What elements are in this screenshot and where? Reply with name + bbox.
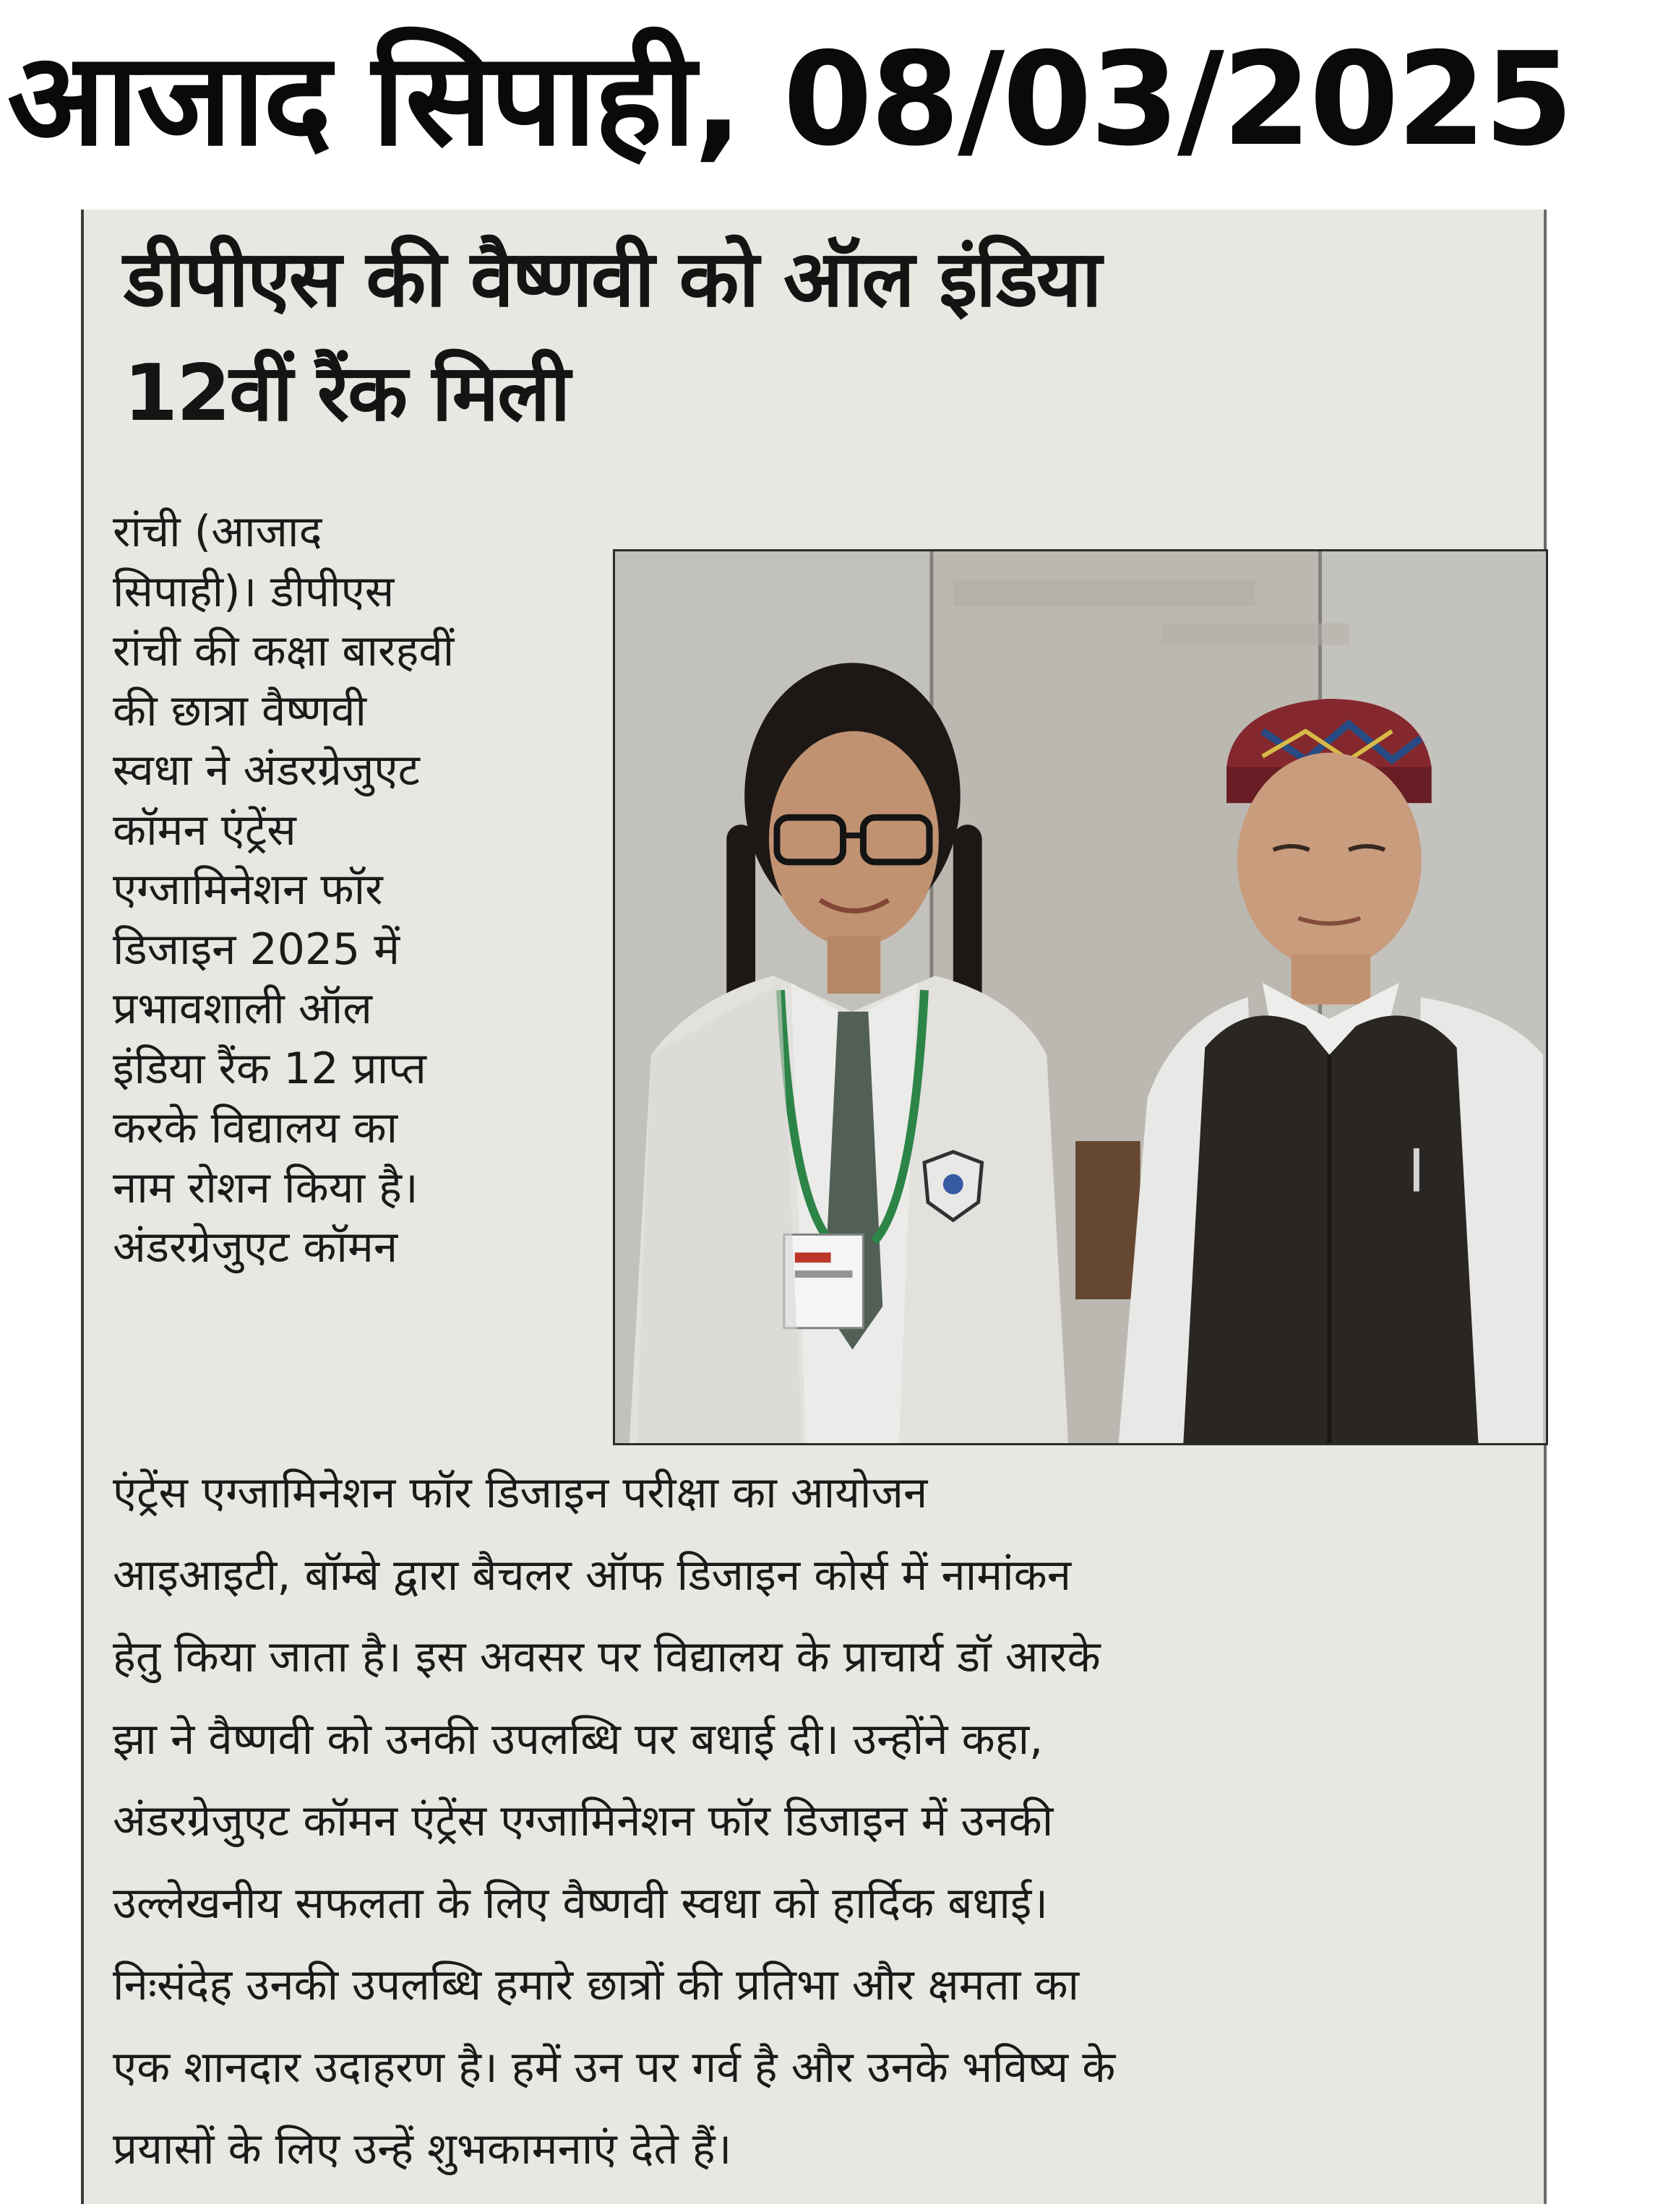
body-line: स्वधा ने अंडरग्रेजुएट <box>113 745 420 796</box>
body-line: डिजाइन 2025 में <box>113 924 400 975</box>
photo-illustration <box>615 551 1546 1443</box>
body-line: एग्जामिनेशन फॉर <box>113 864 383 915</box>
body-line: निःसंदेह उनकी उपलब्धि हमारे छात्रों की प्रतिभा और क्षमता का <box>113 1960 1080 2010</box>
body-line: उल्लेखनीय सफलता के लिए वैष्णवी स्वधा को हार्दिक बधाई। <box>113 1877 1049 1929</box>
article-photo <box>613 549 1548 1445</box>
body-line: नाम रोशन किया है। <box>113 1162 418 1213</box>
body-line: सिपाही)। डीपीएस <box>113 566 395 617</box>
headline-line: 12वीं रैंक मिली <box>124 348 570 439</box>
body-line: एक शानदार उदाहरण है। हमें उन पर गर्व है और उनके भविष्य के <box>113 2041 1116 2093</box>
body-line: कॉमन एंट्रेंस <box>113 804 296 856</box>
body-line: आइआइटी, बॉम्बे द्वारा बैचलर ऑफ डिजाइन कोर्स में नामांकन <box>113 1549 1072 1601</box>
body-line: अंडरग्रेजुएट कॉमन <box>113 1222 398 1273</box>
headline-line: डीपीएस की वैष्णवी को ऑल इंडिया <box>124 234 1101 324</box>
body-line: करके विद्यालय का <box>113 1103 398 1153</box>
article-body-narrow-column <box>113 502 611 1278</box>
body-line: रांची की कक्षा बारहवीं <box>113 626 455 676</box>
article-body-wide-column <box>113 1453 1529 2191</box>
body-line: अंडरग्रेजुएट कॉमन एंट्रेंस एग्जामिनेशन फॉर डिजाइन में उनकी <box>113 1796 1054 1846</box>
newspaper-clipping <box>81 210 1547 2204</box>
body-line: एंट्रेंस एग्जामिनेशन फॉर डिजाइन परीक्षा का आयोजन <box>113 1468 928 1518</box>
body-line: हेतु किया जाता है। इस अवसर पर विद्यालय के प्राचार्य डॉ आरके <box>113 1632 1101 1682</box>
body-line: प्रभावशाली ऑल <box>113 984 372 1034</box>
body-line: प्रयासों के लिए उन्हें शुभकामनाएं देते हैं। <box>113 2124 732 2174</box>
masthead-title: आजाद सिपाही, 08/03/2025 <box>7 25 1572 174</box>
body-line: झा ने वैष्णवी को उनकी उपलब्धि पर बधाई दी। उन्होंने कहा, <box>113 1713 1044 1765</box>
body-line: की छात्रा वैष्णवी <box>113 685 366 736</box>
body-line: रांची (आजाद <box>113 507 322 557</box>
body-line: इंडिया रैंक 12 प्राप्त <box>113 1043 426 1094</box>
article-headline <box>124 223 1511 451</box>
